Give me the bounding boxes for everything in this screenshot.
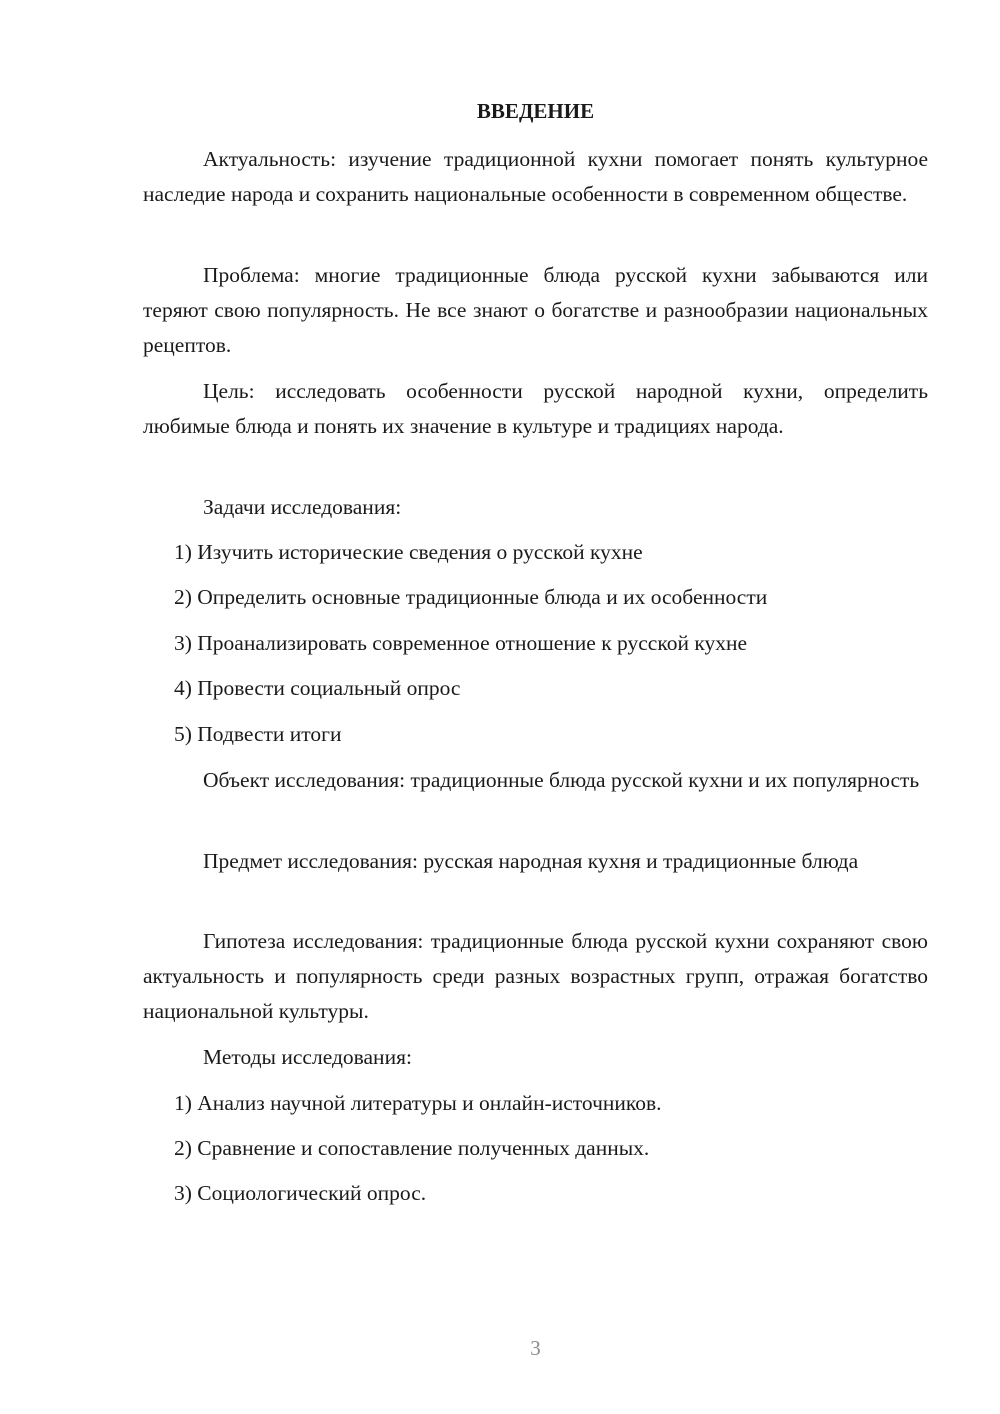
task-item: 3) Проанализировать современное отношение к русской кухне — [174, 631, 748, 655]
task-item: 4) Провести социальный опрос — [174, 676, 461, 700]
goal-paragraph: Цель: исследовать особенности русской народной кухни, определить любимые блюда и понять их значение в культуре и традициях народа. — [143, 379, 928, 438]
subject-paragraph: Предмет исследования: русская народная кухня и традиционные блюда — [203, 849, 859, 873]
hypothesis-paragraph: Гипотеза исследования: традиционные блюда русской кухни сохраняют свою актуальность и популярность среди разных возрастных групп, отражая богатство национальной культуры. — [143, 929, 928, 1023]
task-item: 2) Определить основные традиционные блюда и их особенности — [174, 585, 768, 609]
page-title: ВВЕДЕНИЕ — [476, 99, 595, 123]
method-item: 2) Сравнение и сопоставление полученных данных. — [174, 1136, 650, 1160]
relevance-paragraph: Актуальность: изучение традиционной кухни помогает понять культурное наследие народа и сохранить национальные особенности в современном обществе. — [143, 147, 928, 206]
problem-paragraph: Проблема: многие традиционные блюда русской кухни забываются или теряют свою популярность. Не все знают о богатстве и разнообразии национальных рецептов. — [143, 263, 928, 357]
task-item: 1) Изучить исторические сведения о русской кухне — [174, 540, 643, 564]
task-item: 5) Подвести итоги — [174, 722, 342, 746]
method-item: 1) Анализ научной литературы и онлайн-источников. — [174, 1091, 662, 1115]
tasks-heading: Задачи исследования: — [203, 495, 402, 519]
page-number: 3 — [530, 1336, 541, 1360]
method-item: 3) Социологический опрос. — [174, 1181, 427, 1205]
object-paragraph: Объект исследования: традиционные блюда русской кухни и их популярность — [203, 768, 920, 792]
methods-heading: Методы исследования: — [203, 1045, 412, 1069]
document-page — [143, 0, 928, 1414]
